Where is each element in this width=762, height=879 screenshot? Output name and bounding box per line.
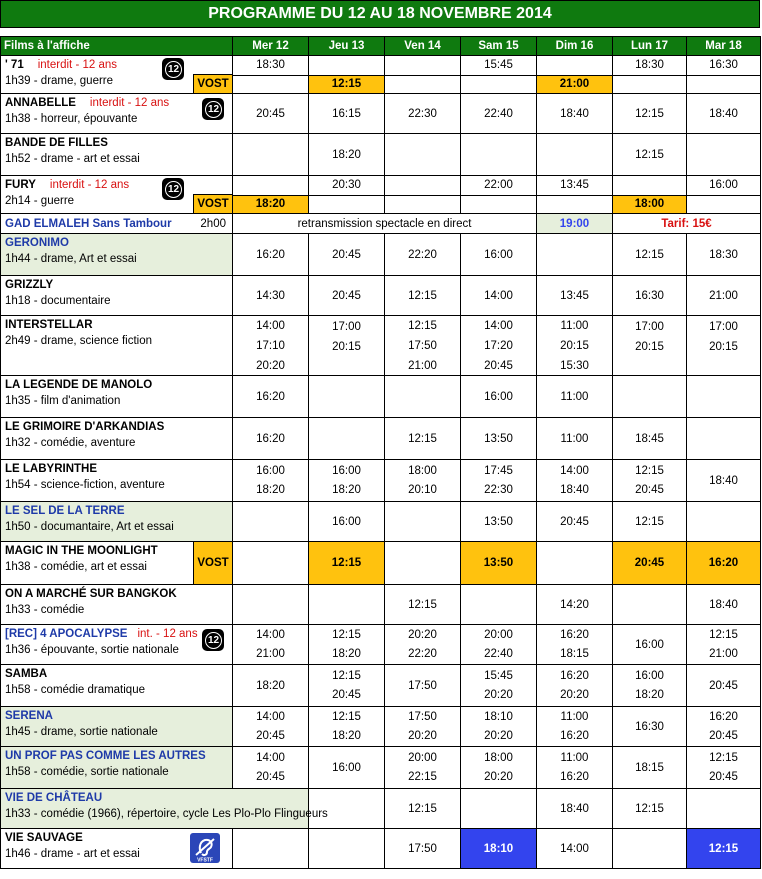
vost-label: VOST xyxy=(193,542,232,584)
showtime: 12:15 xyxy=(613,234,687,276)
film-cell xyxy=(1,316,233,376)
showtime: 13:45 xyxy=(537,276,613,316)
showtime xyxy=(309,418,385,460)
age-12-icon: 12 xyxy=(162,178,184,200)
showtime-vost: 12:15 xyxy=(309,542,385,585)
showtime-group: 16:20 20:20 xyxy=(537,665,613,707)
film-title: LA LEGENDE DE MANOLO xyxy=(5,379,153,391)
showtime: 11:00 xyxy=(537,418,613,460)
film-row xyxy=(1,747,761,789)
showtime: 15:45 xyxy=(461,56,537,76)
showtime xyxy=(385,75,461,94)
film-row xyxy=(1,829,761,869)
showtime-vost: 20:45 xyxy=(613,542,687,585)
showtime: 16:20 xyxy=(233,418,309,460)
showtime: 12:15 xyxy=(385,789,461,829)
showtime: 22:00 xyxy=(461,176,537,196)
film-info: 1h38 - comédie, art et essai xyxy=(5,561,147,573)
film-cell xyxy=(1,276,233,316)
film-info: 2h14 - guerre xyxy=(5,195,75,207)
showtime: 14:00 xyxy=(461,276,537,316)
showtime xyxy=(461,134,537,176)
film-info: 1h44 - drame, Art et essai xyxy=(5,253,137,265)
showtime xyxy=(385,376,461,418)
showtime-vost: 16:20 xyxy=(687,542,761,585)
film-info: 1h33 - comédie (1966), répertoire, cycle Les Plo-Plo Flingueurs xyxy=(5,808,328,820)
showtime: 18:30 xyxy=(687,234,761,276)
showtime xyxy=(309,195,385,214)
header-day: Dim 16 xyxy=(537,37,613,56)
showtime: 12:15 xyxy=(613,502,687,542)
showtime-group: 18:00 20:20 xyxy=(461,747,537,789)
film-title: FURY xyxy=(5,179,36,191)
event-title: GAD ELMALEH Sans Tambour xyxy=(5,217,172,230)
film-cell xyxy=(1,56,233,94)
showtime-group: 16:00 18:20 xyxy=(613,665,687,707)
showtime: 16:00 xyxy=(461,234,537,276)
showtime xyxy=(233,75,309,94)
showtime-group: 11:00 16:20 xyxy=(537,707,613,747)
showtime-group: 17:00 20:15 xyxy=(309,316,385,376)
film-info: 1h38 - horreur, épouvante xyxy=(5,113,138,125)
showtime xyxy=(461,789,537,829)
showtime-group: 14:00 17:20 20:45 xyxy=(461,316,537,376)
film-cell xyxy=(1,829,233,869)
showtime xyxy=(687,134,761,176)
showtime-vost: 18:20 xyxy=(233,195,309,214)
age-12-icon: 12 xyxy=(202,98,224,120)
showtime: 16:30 xyxy=(613,276,687,316)
showtime xyxy=(687,195,761,214)
film-title: LE LABYRINTHE xyxy=(5,463,97,475)
film-info: 1h32 - comédie, aventure xyxy=(5,437,136,449)
showtime: 16:20 xyxy=(233,234,309,276)
hearing-impaired-icon xyxy=(190,833,220,863)
showtime: 16:00 xyxy=(309,747,385,789)
film-row xyxy=(1,502,761,542)
film-info: 1h54 - science-fiction, aventure xyxy=(5,479,165,491)
header-day: Ven 14 xyxy=(385,37,461,56)
film-title: GERONIMO xyxy=(5,237,69,249)
showtime-group: 17:00 20:15 xyxy=(613,316,687,376)
showtime-group: 17:00 20:15 xyxy=(687,316,761,376)
showtime xyxy=(613,829,687,869)
showtime xyxy=(461,75,537,94)
showtime xyxy=(309,376,385,418)
showtime xyxy=(613,75,687,94)
showtime-group: 11:00 16:20 xyxy=(537,747,613,789)
showtime: 20:30 xyxy=(309,176,385,196)
film-cell xyxy=(1,502,233,542)
showtime: 18:40 xyxy=(537,94,613,134)
showtime xyxy=(233,829,309,869)
film-row xyxy=(1,542,761,585)
showtime xyxy=(537,195,613,214)
showtime xyxy=(385,195,461,214)
showtime-group: 20:20 22:20 xyxy=(385,625,461,665)
film-info: 1h50 - documantaire, Art et essai xyxy=(5,521,174,533)
age-warning: interdit - 12 ans xyxy=(49,179,130,191)
showtime: 18:40 xyxy=(687,585,761,625)
showtime-group: 16:20 20:45 xyxy=(687,707,761,747)
showtime-group: 17:50 20:20 xyxy=(385,707,461,747)
showtime: 18:30 xyxy=(233,56,309,76)
page-title: PROGRAMME DU 12 AU 18 NOVEMBRE 2014 xyxy=(0,0,760,28)
film-title: BANDE DE FILLES xyxy=(5,137,108,149)
showtime xyxy=(309,56,385,76)
showtime-group: 16:20 18:15 xyxy=(537,625,613,665)
showtime-group: 12:15 18:20 xyxy=(309,625,385,665)
showtime: 17:50 xyxy=(385,829,461,869)
film-cell xyxy=(1,460,233,502)
film-row xyxy=(1,665,761,707)
showtime-group: 16:00 18:20 xyxy=(233,460,309,502)
showtime xyxy=(233,176,309,196)
showtime xyxy=(537,134,613,176)
film-info: 2h49 - drame, science fiction xyxy=(5,335,153,347)
schedule-table xyxy=(0,36,761,869)
film-title: SAMBA xyxy=(5,668,48,680)
showtime xyxy=(309,829,385,869)
showtime xyxy=(537,56,613,76)
showtime: 18:15 xyxy=(613,747,687,789)
showtime: 20:45 xyxy=(309,276,385,316)
age-warning: int. - 12 ans xyxy=(137,628,198,640)
showtime: 12:15 xyxy=(613,94,687,134)
film-cell xyxy=(1,789,328,829)
film-row xyxy=(1,134,761,176)
showtime: 14:20 xyxy=(537,585,613,625)
film-title: UN PROF PAS COMME LES AUTRES xyxy=(5,750,206,762)
film-info: 1h35 - film d'animation xyxy=(5,395,121,407)
showtime-group: 14:00 17:10 20:20 xyxy=(233,316,309,376)
showtime-group: 18:10 20:20 xyxy=(461,707,537,747)
film-title: INTERSTELLAR xyxy=(5,319,93,331)
showtime xyxy=(687,418,761,460)
showtime: 17:50 xyxy=(385,665,461,707)
showtime xyxy=(461,585,537,625)
showtime: 13:50 xyxy=(461,418,537,460)
showtime xyxy=(687,75,761,94)
event-description: retransmission spectacle en direct xyxy=(233,214,537,234)
showtime: 14:30 xyxy=(233,276,309,316)
film-cell xyxy=(1,585,233,625)
showtime: 16:00 xyxy=(687,176,761,196)
showtime xyxy=(233,134,309,176)
film-info: 1h58 - comédie dramatique xyxy=(5,684,145,696)
header-day: Sam 15 xyxy=(461,37,537,56)
film-cell xyxy=(1,542,233,585)
film-row xyxy=(1,460,761,502)
film-row xyxy=(1,585,761,625)
age-warning: interdit - 12 ans xyxy=(89,97,170,109)
film-info: 1h36 - épouvante, sortie nationale xyxy=(5,644,179,656)
showtime xyxy=(385,502,461,542)
showtime-group: 16:00 18:20 xyxy=(309,460,385,502)
film-row xyxy=(1,376,761,418)
showtime xyxy=(613,585,687,625)
showtime-group: 14:00 18:40 xyxy=(537,460,613,502)
showtime: 18:20 xyxy=(309,134,385,176)
showtime-vost: 12:15 xyxy=(309,75,385,94)
film-title: LE SEL DE LA TERRE xyxy=(5,505,125,517)
showtime: 12:15 xyxy=(385,585,461,625)
showtime xyxy=(385,56,461,76)
showtime: 12:15 xyxy=(613,789,687,829)
age-12-icon: 12 xyxy=(162,58,184,80)
film-row xyxy=(1,789,761,829)
showtime: 12:15 xyxy=(385,418,461,460)
showtime xyxy=(233,585,309,625)
showtime-vost: 21:00 xyxy=(537,75,613,94)
film-row xyxy=(1,56,761,76)
header-day: Mer 12 xyxy=(233,37,309,56)
showtime-group: 12:15 20:45 xyxy=(687,747,761,789)
showtime xyxy=(233,542,309,585)
film-title: VIE SAUVAGE xyxy=(5,832,83,844)
showtime: 14:00 xyxy=(537,829,613,869)
showtime-group: 18:00 20:10 xyxy=(385,460,461,502)
film-info: 1h52 - drame - art et essai xyxy=(5,153,140,165)
header-films: Films à l'affiche xyxy=(1,37,233,56)
showtime: 18:30 xyxy=(613,56,687,76)
showtime-group: 14:00 20:45 xyxy=(233,747,309,789)
film-row xyxy=(1,418,761,460)
showtime xyxy=(385,542,461,585)
film-info: 1h33 - comédie xyxy=(5,604,85,616)
header-day: Jeu 13 xyxy=(309,37,385,56)
showtime: 22:20 xyxy=(385,234,461,276)
header-day: Mar 18 xyxy=(687,37,761,56)
showtime-group: 12:15 20:45 xyxy=(309,665,385,707)
film-row xyxy=(1,176,761,196)
event-time: 19:00 xyxy=(537,214,613,234)
event-row xyxy=(1,214,761,234)
header-day: Lun 17 xyxy=(613,37,687,56)
showtime-group: 15:45 20:20 xyxy=(461,665,537,707)
film-row xyxy=(1,316,761,376)
film-info: 1h18 - documentaire xyxy=(5,295,111,307)
film-title: LE GRIMOIRE D'ARKANDIAS xyxy=(5,421,165,433)
showtime xyxy=(233,502,309,542)
showtime: 22:40 xyxy=(461,94,537,134)
showtime-group: 17:45 22:30 xyxy=(461,460,537,502)
showtime: 20:45 xyxy=(537,502,613,542)
showtime xyxy=(385,176,461,196)
showtime: 18:40 xyxy=(687,460,761,502)
showtime: 21:00 xyxy=(687,276,761,316)
showtime: 20:45 xyxy=(309,234,385,276)
showtime: 18:40 xyxy=(687,94,761,134)
showtime: 16:15 xyxy=(309,94,385,134)
showtime: 22:30 xyxy=(385,94,461,134)
film-info: 1h39 - drame, guerre xyxy=(5,75,114,87)
vost-label: VOST xyxy=(193,74,232,93)
header-row xyxy=(1,37,761,56)
film-cell xyxy=(1,707,233,747)
film-row xyxy=(1,276,761,316)
film-title: ON A MARCHÉ SUR BANGKOK xyxy=(5,588,177,600)
film-cell xyxy=(1,376,233,418)
showtime-group: 12:15 20:45 xyxy=(613,460,687,502)
showtime-group: 12:15 18:20 xyxy=(309,707,385,747)
showtime xyxy=(385,134,461,176)
vost-label: VOST xyxy=(193,194,232,213)
age-warning: interdit - 12 ans xyxy=(37,59,117,71)
showtime: 18:20 xyxy=(233,665,309,707)
film-title: SERENA xyxy=(5,710,53,722)
film-info: 1h58 - comédie, sortie nationale xyxy=(5,766,169,778)
film-cell xyxy=(1,418,233,460)
showtime xyxy=(461,195,537,214)
film-cell xyxy=(1,625,233,665)
showtime-vfstf: 12:15 xyxy=(687,829,761,869)
showtime: 13:50 xyxy=(461,502,537,542)
film-title: GRIZZLY xyxy=(5,279,54,291)
showtime-group: 20:00 22:40 xyxy=(461,625,537,665)
age-12-icon: 12 xyxy=(202,629,224,651)
film-cell xyxy=(1,747,233,789)
event-cell xyxy=(1,214,233,234)
film-cell xyxy=(1,234,233,276)
showtime: 11:00 xyxy=(537,376,613,418)
film-row xyxy=(1,234,761,276)
showtime xyxy=(537,234,613,276)
showtime xyxy=(687,376,761,418)
showtime: 13:45 xyxy=(537,176,613,196)
showtime: 20:45 xyxy=(233,94,309,134)
film-row xyxy=(1,94,761,134)
showtime xyxy=(613,376,687,418)
film-cell xyxy=(1,134,233,176)
showtime-group: 12:15 17:50 21:00 xyxy=(385,316,461,376)
film-info: 1h46 - drame - art et essai xyxy=(5,848,140,860)
film-title: ANNABELLE xyxy=(5,97,76,109)
film-cell xyxy=(1,665,233,707)
film-title: [REC] 4 APOCALYPSE xyxy=(5,628,128,640)
showtime: 16:20 xyxy=(233,376,309,418)
film-title: VIE DE CHÂTEAU xyxy=(5,792,103,804)
showtime: 16:00 xyxy=(613,625,687,665)
showtime-group: 14:00 21:00 xyxy=(233,625,309,665)
film-info: 1h45 - drame, sortie nationale xyxy=(5,726,158,738)
showtime-group: 11:00 20:15 15:30 xyxy=(537,316,613,376)
showtime: 18:45 xyxy=(613,418,687,460)
showtime-vost: 18:00 xyxy=(613,195,687,214)
event-price: Tarif: 15€ xyxy=(613,214,761,234)
film-row xyxy=(1,707,761,747)
showtime xyxy=(687,789,761,829)
showtime: 20:45 xyxy=(687,665,761,707)
showtime-vfstf: 18:10 xyxy=(461,829,537,869)
showtime: 18:40 xyxy=(537,789,613,829)
showtime: 16:00 xyxy=(461,376,537,418)
showtime: 12:15 xyxy=(385,276,461,316)
film-cell xyxy=(1,94,233,134)
showtime xyxy=(537,542,613,585)
showtime-vost: 13:50 xyxy=(461,542,537,585)
event-duration: 2h00 xyxy=(200,218,226,230)
showtime-group: 14:00 20:45 xyxy=(233,707,309,747)
showtime xyxy=(309,585,385,625)
showtime: 16:30 xyxy=(687,56,761,76)
showtime: 16:30 xyxy=(613,707,687,747)
svg-text:VFSTF: VFSTF xyxy=(197,857,213,863)
showtime: 12:15 xyxy=(613,134,687,176)
film-cell xyxy=(1,176,233,214)
showtime-group: 20:00 22:15 xyxy=(385,747,461,789)
film-title: ' 71 xyxy=(5,59,24,71)
showtime xyxy=(613,176,687,196)
showtime xyxy=(687,502,761,542)
showtime-group: 12:15 21:00 xyxy=(687,625,761,665)
showtime: 16:00 xyxy=(309,502,385,542)
film-row xyxy=(1,625,761,665)
film-title: MAGIC IN THE MOONLIGHT xyxy=(5,545,158,557)
